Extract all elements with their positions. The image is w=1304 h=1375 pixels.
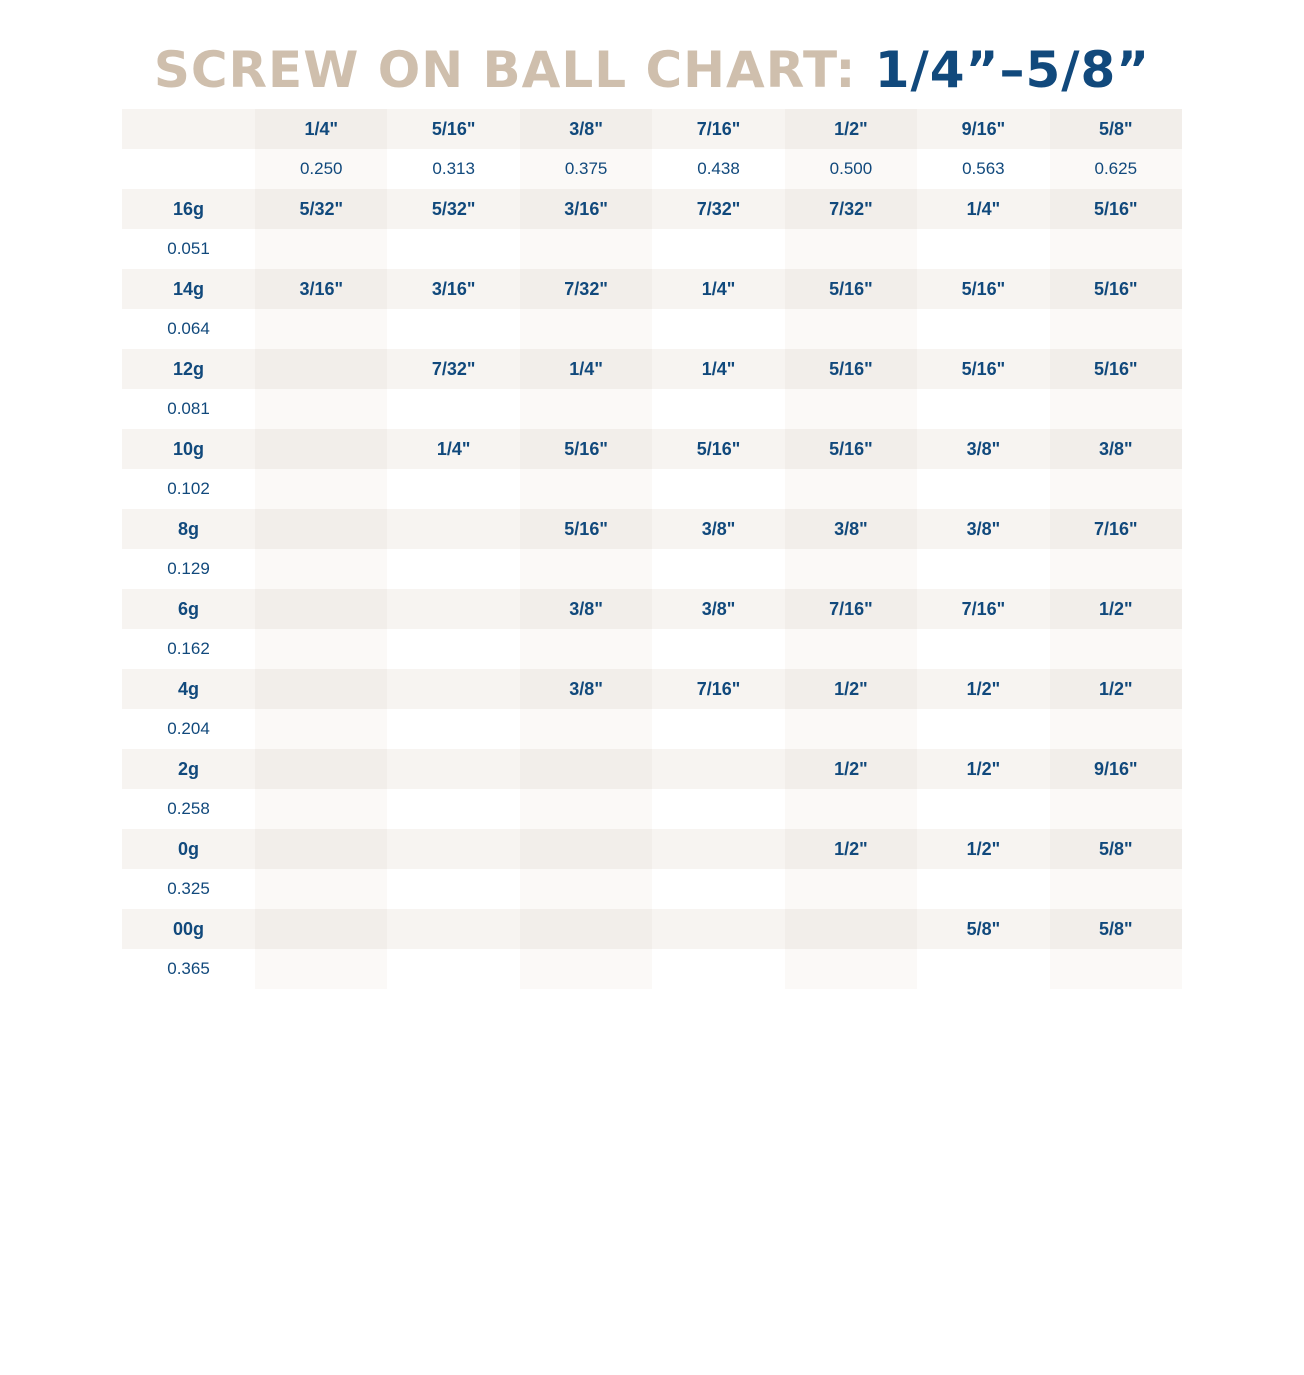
ball-size-cell: 1/4"	[520, 349, 652, 389]
empty-cell	[785, 869, 917, 909]
ball-size-cell: 5/32"	[255, 189, 387, 229]
empty-cell	[785, 309, 917, 349]
ball-size-cell: 1/2"	[785, 829, 917, 869]
ball-size-cell: 7/32"	[652, 189, 784, 229]
ball-size-cell: 1/4"	[652, 349, 784, 389]
ball-size-cell: 3/8"	[520, 669, 652, 709]
title-range: 1/4”–5/8”	[874, 41, 1151, 99]
empty-cell	[652, 709, 784, 749]
empty-cell	[652, 949, 784, 989]
empty-cell	[917, 389, 1049, 429]
empty-cell	[652, 309, 784, 349]
ball-size-cell	[387, 829, 519, 869]
corner-cell	[122, 149, 255, 189]
empty-cell	[917, 309, 1049, 349]
empty-cell	[1050, 549, 1182, 589]
empty-cell	[917, 469, 1049, 509]
ball-size-cell: 3/16"	[387, 269, 519, 309]
gauge-label: 16g	[122, 189, 255, 229]
gauge-row	[122, 269, 1182, 309]
ball-size-cell: 1/4"	[652, 269, 784, 309]
column-header: 5/16"	[387, 109, 519, 149]
ball-size-cell: 1/2"	[917, 749, 1049, 789]
ball-size-cell: 5/8"	[917, 909, 1049, 949]
ball-size-cell: 1/2"	[1050, 589, 1182, 629]
ball-size-cell: 7/32"	[387, 349, 519, 389]
empty-cell	[652, 549, 784, 589]
column-header: 9/16"	[917, 109, 1049, 149]
ball-size-cell	[520, 829, 652, 869]
empty-cell	[1050, 869, 1182, 909]
empty-cell	[255, 389, 387, 429]
gauge-label: 4g	[122, 669, 255, 709]
column-header: 3/8"	[520, 109, 652, 149]
empty-cell	[520, 389, 652, 429]
empty-cell	[520, 229, 652, 269]
empty-cell	[1050, 389, 1182, 429]
empty-cell	[785, 629, 917, 669]
ball-size-cell: 5/16"	[785, 429, 917, 469]
gauge-decimal: 0.081	[122, 389, 255, 429]
ball-size-cell: 7/16"	[652, 669, 784, 709]
gauge-decimal: 0.129	[122, 549, 255, 589]
gauge-decimal-row	[122, 389, 1182, 429]
empty-cell	[785, 389, 917, 429]
gauge-decimal-row	[122, 309, 1182, 349]
empty-cell	[1050, 949, 1182, 989]
empty-cell	[387, 629, 519, 669]
ball-size-cell: 7/32"	[520, 269, 652, 309]
screw-on-ball-table	[122, 109, 1182, 989]
column-header: 1/2"	[785, 109, 917, 149]
ball-size-cell: 3/8"	[652, 509, 784, 549]
gauge-label: 0g	[122, 829, 255, 869]
ball-size-cell	[387, 749, 519, 789]
ball-size-cell: 5/16"	[1050, 269, 1182, 309]
ball-size-cell	[387, 909, 519, 949]
empty-cell	[520, 869, 652, 909]
gauge-row	[122, 589, 1182, 629]
gauge-decimal-row	[122, 629, 1182, 669]
empty-cell	[387, 309, 519, 349]
gauge-decimal-row	[122, 469, 1182, 509]
empty-cell	[652, 389, 784, 429]
ball-size-cell: 5/16"	[520, 429, 652, 469]
column-header: 5/8"	[1050, 109, 1182, 149]
gauge-decimal: 0.325	[122, 869, 255, 909]
ball-size-cell	[255, 909, 387, 949]
gauge-decimal: 0.258	[122, 789, 255, 829]
empty-cell	[387, 549, 519, 589]
empty-cell	[917, 789, 1049, 829]
title-prefix: SCREW ON BALL CHART:	[153, 41, 875, 99]
ball-size-cell: 9/16"	[1050, 749, 1182, 789]
ball-size-cell	[255, 509, 387, 549]
empty-cell	[785, 789, 917, 829]
empty-cell	[1050, 709, 1182, 749]
ball-size-cell	[255, 589, 387, 629]
gauge-decimal-row	[122, 949, 1182, 989]
ball-size-cell	[652, 829, 784, 869]
ball-size-cell	[255, 429, 387, 469]
gauge-label: 8g	[122, 509, 255, 549]
ball-size-cell: 3/8"	[785, 509, 917, 549]
ball-size-cell: 3/8"	[520, 589, 652, 629]
gauge-decimal: 0.204	[122, 709, 255, 749]
ball-size-cell	[520, 749, 652, 789]
ball-size-cell: 5/16"	[917, 269, 1049, 309]
ball-size-cell: 1/2"	[917, 829, 1049, 869]
empty-cell	[520, 469, 652, 509]
gauge-decimal-row	[122, 229, 1182, 269]
gauge-label: 12g	[122, 349, 255, 389]
ball-size-cell: 3/8"	[917, 429, 1049, 469]
ball-size-cell	[387, 589, 519, 629]
empty-cell	[520, 309, 652, 349]
gauge-decimal: 0.064	[122, 309, 255, 349]
empty-cell	[387, 389, 519, 429]
ball-size-cell: 3/16"	[255, 269, 387, 309]
ball-size-cell: 5/8"	[1050, 909, 1182, 949]
gauge-label: 6g	[122, 589, 255, 629]
gauge-label: 10g	[122, 429, 255, 469]
column-decimal: 0.438	[652, 149, 784, 189]
column-decimal: 0.500	[785, 149, 917, 189]
column-decimal: 0.563	[917, 149, 1049, 189]
gauge-label: 14g	[122, 269, 255, 309]
page-title	[0, 38, 1304, 102]
empty-cell	[255, 229, 387, 269]
gauge-decimal: 0.162	[122, 629, 255, 669]
ball-size-cell: 7/32"	[785, 189, 917, 229]
empty-cell	[387, 229, 519, 269]
ball-size-cell: 5/16"	[520, 509, 652, 549]
gauge-row	[122, 749, 1182, 789]
empty-cell	[917, 549, 1049, 589]
gauge-row	[122, 189, 1182, 229]
column-decimal: 0.375	[520, 149, 652, 189]
gauge-row	[122, 349, 1182, 389]
ball-size-cell: 5/16"	[785, 269, 917, 309]
gauge-decimal-row	[122, 789, 1182, 829]
gauge-decimal-row	[122, 869, 1182, 909]
empty-cell	[1050, 309, 1182, 349]
ball-size-cell	[652, 909, 784, 949]
column-decimal: 0.313	[387, 149, 519, 189]
ball-size-cell: 5/32"	[387, 189, 519, 229]
gauge-decimal-row	[122, 709, 1182, 749]
ball-size-cell	[387, 669, 519, 709]
ball-size-cell: 5/16"	[652, 429, 784, 469]
ball-size-cell: 1/2"	[785, 749, 917, 789]
gauge-label: 2g	[122, 749, 255, 789]
gauge-label: 00g	[122, 909, 255, 949]
empty-cell	[387, 789, 519, 829]
gauge-decimal-row	[122, 549, 1182, 589]
empty-cell	[255, 549, 387, 589]
ball-size-cell: 5/8"	[1050, 829, 1182, 869]
column-header: 1/4"	[255, 109, 387, 149]
empty-cell	[255, 709, 387, 749]
empty-cell	[255, 789, 387, 829]
empty-cell	[785, 229, 917, 269]
empty-cell	[520, 949, 652, 989]
corner-cell	[122, 109, 255, 149]
gauge-decimal: 0.102	[122, 469, 255, 509]
empty-cell	[387, 709, 519, 749]
ball-size-cell: 3/8"	[1050, 429, 1182, 469]
ball-size-cell: 7/16"	[1050, 509, 1182, 549]
ball-size-cell	[255, 829, 387, 869]
ball-size-cell: 5/16"	[917, 349, 1049, 389]
ball-size-cell	[652, 749, 784, 789]
ball-size-cell: 7/16"	[785, 589, 917, 629]
empty-cell	[917, 709, 1049, 749]
ball-size-cell	[387, 509, 519, 549]
ball-size-cell: 3/8"	[917, 509, 1049, 549]
gauge-row	[122, 669, 1182, 709]
empty-cell	[917, 949, 1049, 989]
empty-cell	[652, 869, 784, 909]
ball-size-cell: 3/8"	[652, 589, 784, 629]
gauge-decimal: 0.365	[122, 949, 255, 989]
gauge-row	[122, 909, 1182, 949]
ball-size-cell	[255, 669, 387, 709]
ball-size-cell: 1/2"	[1050, 669, 1182, 709]
empty-cell	[255, 869, 387, 909]
gauge-row	[122, 509, 1182, 549]
column-decimal: 0.250	[255, 149, 387, 189]
empty-cell	[917, 229, 1049, 269]
empty-cell	[785, 709, 917, 749]
header-row-decimal	[122, 149, 1182, 189]
ball-size-cell: 5/16"	[1050, 189, 1182, 229]
ball-size-cell	[255, 349, 387, 389]
empty-cell	[1050, 469, 1182, 509]
empty-cell	[255, 469, 387, 509]
empty-cell	[917, 629, 1049, 669]
gauge-row	[122, 429, 1182, 469]
empty-cell	[387, 869, 519, 909]
empty-cell	[387, 949, 519, 989]
ball-size-cell: 5/16"	[1050, 349, 1182, 389]
ball-size-cell: 1/2"	[917, 669, 1049, 709]
empty-cell	[785, 949, 917, 989]
column-header: 7/16"	[652, 109, 784, 149]
empty-cell	[520, 789, 652, 829]
header-row-fraction	[122, 109, 1182, 149]
empty-cell	[520, 709, 652, 749]
empty-cell	[917, 869, 1049, 909]
ball-size-cell	[785, 909, 917, 949]
ball-size-cell: 5/16"	[785, 349, 917, 389]
empty-cell	[255, 309, 387, 349]
empty-cell	[1050, 789, 1182, 829]
ball-size-cell	[255, 749, 387, 789]
ball-size-cell: 7/16"	[917, 589, 1049, 629]
empty-cell	[1050, 229, 1182, 269]
ball-size-cell: 1/4"	[917, 189, 1049, 229]
ball-size-cell: 1/2"	[785, 669, 917, 709]
gauge-row	[122, 829, 1182, 869]
empty-cell	[652, 629, 784, 669]
empty-cell	[652, 789, 784, 829]
empty-cell	[387, 469, 519, 509]
gauge-decimal: 0.051	[122, 229, 255, 269]
column-decimal: 0.625	[1050, 149, 1182, 189]
ball-size-cell: 3/16"	[520, 189, 652, 229]
empty-cell	[520, 549, 652, 589]
ball-size-cell: 1/4"	[387, 429, 519, 469]
empty-cell	[1050, 629, 1182, 669]
empty-cell	[255, 629, 387, 669]
ball-size-cell	[520, 909, 652, 949]
empty-cell	[255, 949, 387, 989]
empty-cell	[652, 229, 784, 269]
empty-cell	[520, 629, 652, 669]
empty-cell	[785, 469, 917, 509]
empty-cell	[785, 549, 917, 589]
empty-cell	[652, 469, 784, 509]
